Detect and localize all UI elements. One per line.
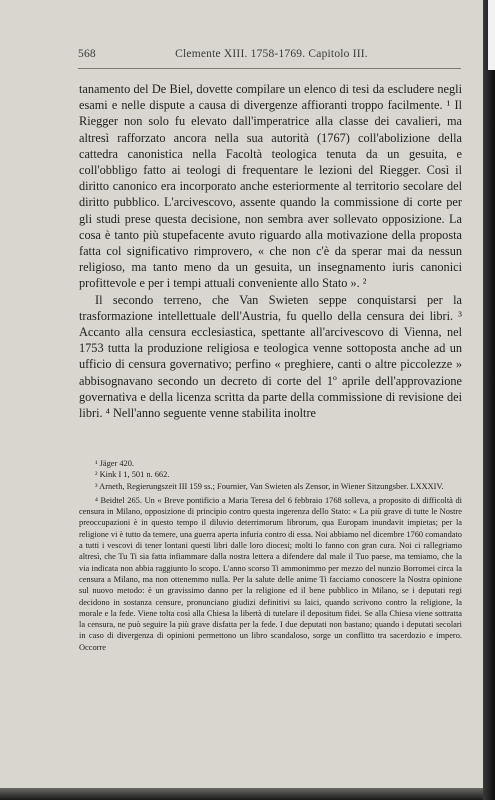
- scan-white-tab: [488, 0, 495, 70]
- running-title: Clemente XIII. 1758-1769. Capitolo III.: [175, 48, 368, 60]
- footnote-2: ² Kink I 1, 501 n. 662.: [95, 470, 170, 480]
- page-header: [78, 48, 461, 60]
- scan-right-edge: [483, 0, 495, 800]
- footnote-4: ⁴ Beidtel 265. Un « Breve pontificio a Maria Teresa del 6 febbraio 1768 solleva, a proposito di difficoltà di censura in Milano, opposizione di principio contro questa ingerenza dello Stato: « La più grave di tutte le Nostre preoccupazioni è in questo tempo il diluvio deterrimorum librorum, qua Europam inundavit impietas; per la religione vi è tutto da temere, una guerra aperta infuria contro di essa. Noi abbiamo nel dicembre 1760 comandato a tutti i vescovi di tener lontani questi libri dalle loro diocesi; molti lo fanno con gran cura. Noi ci rallegriamo altresì, che Tu Ti sia fatta infiammare dalla nostra lettera a difendere dal male il Tuo paese, ma temiamo, che la via indicata non abbia raggiunto lo scopo. L'anno scorso Ti ammonimmo per mezzo del nunzio Borromei circa la censura a Milano, ma non ottenemmo nulla. Per la salute delle anime Ti facciamo conoscere la Nostra opinione sul nuovo metodo: è un gravissimo danno per la religione ed il bene pubblico in Milano, se i deputati regi decidono in sostanza censure, pronunciano giudizi definitivi su laici, quando scrivono contro la religione, la morale e la fede. Viene tolta così alla Chiesa la libertà di tutelare il depositum fidei. Se alla Chiesa viene sottratta la censura, ne può seguire la più grave disfatta per la fede. I due deputati non bastano; quando i deputati secolari in caso di divergenza di opinioni permettono un libro scandaloso, sorge un conflitto tra sacerdozio e impero. Occorre: [79, 495, 462, 652]
- footnotes: [79, 458, 462, 653]
- page-number: 568: [78, 48, 96, 60]
- footnote-3: ³ Arneth, Regierungszeit III 159 ss.; Fournier, Van Swieten als Zensor, in Wiener Sitzungsber. LXXXIV.: [95, 481, 444, 491]
- main-text: [79, 81, 462, 421]
- paragraph-2: Il secondo terreno, che Van Swieten seppe conquistarsi per la trasformazione intellettuale dell'Austria, fu quello della censura dei libri. ³ Accanto alla censura ecclesiastica, spettante all'arcivescovo di Vienna, nel 1753 tutta la produzione religiosa e teologica venne sottoposta anche ad un ufficio di censura governativo; perfino « preghiere, canti o altre piccolezze » abbisognavano secondo un decreto di corte del 1º aprile dell'approvazione governativa e della licenza scritta da parte della commissione di revisione dei libri. ⁴ Nell'anno seguente venne stabilita inoltre: [79, 292, 462, 421]
- header-rule: [78, 68, 461, 69]
- scan-bottom-edge: [0, 788, 483, 800]
- paragraph-1: tanamento del De Biel, dovette compilare un elenco di tesi da escludere negli esami e nelle dispute a causa di divergenze affioranti troppo facilmente. ¹ Il Riegger non solo fu elevato dall'imperatrice alla classe dei cavalieri, ma altresì rafforzato ancora nella sua autorità (1767) coll'abolizione della cattedra canonistica nella Facoltà teologica tenuta da un gesuita, e coll'obbligo fatto ai teologi di frequentare le lezioni del Riegger. Così il diritto canonico era incorporato anche esteriormente al territorio secolare del diritto pubblico. L'arcivescovo, assente quando la commissione di corte per gli studi prese questa decisione, non sembra aver sollevato opposizione. La cosa è tanto più stupefacente avuto riguardo alla motivazione della proposta fatta col significativo rimprovero, « che non c'è da sperar mai da nessun religioso, ma tanto meno da un gesuita, un insegnamento iuris canonici profittevole e per i tempi attuali conveniente allo Stato ». ²: [79, 82, 462, 291]
- footnote-1: ¹ Jäger 420.: [95, 459, 135, 468]
